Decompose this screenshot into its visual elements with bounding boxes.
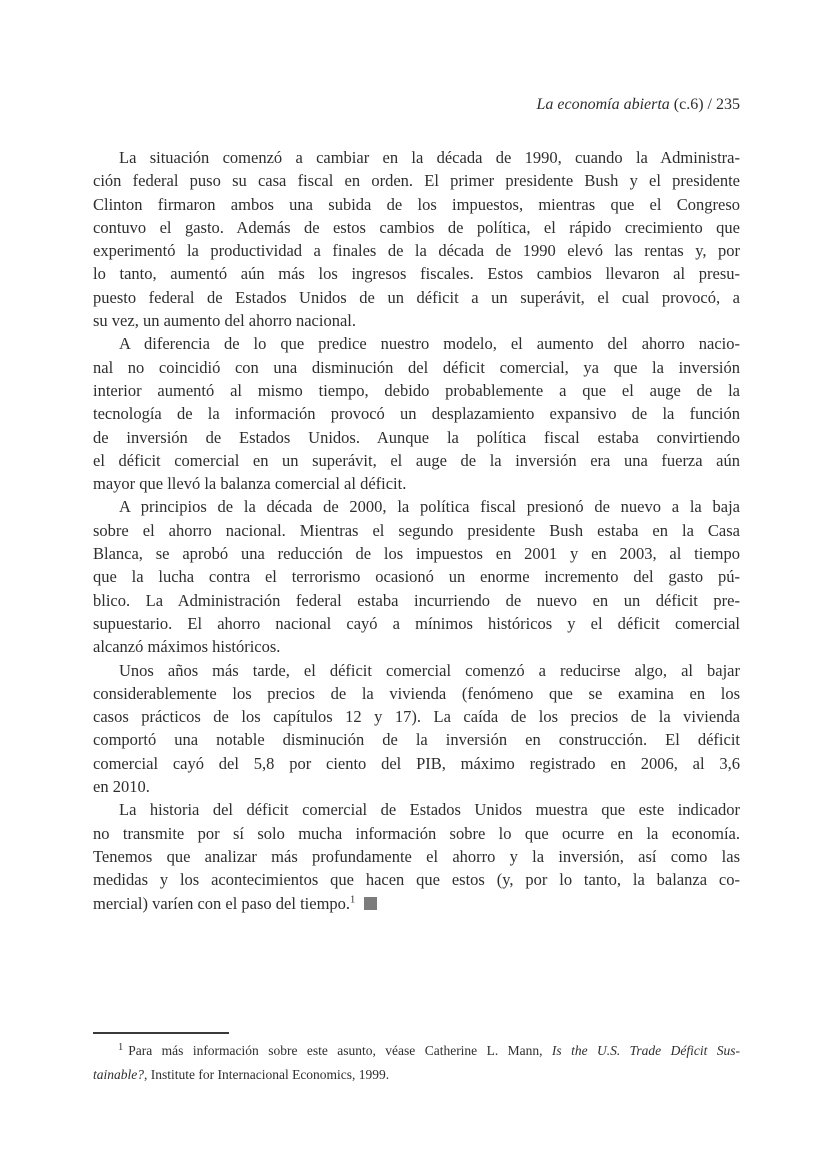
text-line: ción federal puso su casa fiscal en orden. El primer presidente Bush y el presidente: [93, 171, 740, 191]
text-line: A principios de la década de 2000, la política fiscal presionó de nuevo a la baja: [119, 497, 740, 517]
text-line: La historia del déficit comercial de Estados Unidos muestra que este indicador: [119, 800, 740, 820]
text-line-final: mercial) varíen con el paso del tiempo.: [93, 893, 351, 913]
text-line: no transmite por sí solo mucha información sobre lo que ocurre en la economía.: [93, 823, 740, 843]
text-line: de inversión de Estados Unidos. Aunque la política fiscal estaba convirtiendo: [93, 427, 740, 447]
text-line: A diferencia de lo que predice nuestro modelo, el aumento del ahorro nacio-: [119, 334, 740, 354]
footnote-line: [93, 1039, 740, 1063]
text-line: comercial cayó del 5,8 por ciento del PIB, máximo registrado en 2006, al 3,6: [93, 753, 740, 773]
footnote: [93, 1032, 740, 1086]
paragraph-3: [93, 495, 740, 658]
text-line: en 2010.: [93, 777, 150, 797]
paragraph-4: [93, 659, 740, 799]
paragraph-2: [93, 332, 740, 495]
running-header: [93, 95, 740, 115]
running-header-page: (c.6) / 235: [669, 96, 740, 113]
footnote-number: 1: [118, 1041, 124, 1053]
footnote-reference-1: 1: [350, 894, 356, 905]
footnote-text: , Institute for Internacional Economics, 1999.: [144, 1066, 390, 1082]
paragraph-5: [93, 798, 740, 914]
text-line: puesto federal de Estados Unidos de un déficit a un superávit, el cual provocó, a: [93, 287, 740, 307]
end-of-case-study-square: [364, 897, 377, 910]
text-line: supuestario. El ahorro nacional cayó a mínimos históricos y el déficit comercial: [93, 613, 740, 633]
text-line: Clinton firmaron ambos una subida de los impuestos, mientras que el Congreso: [93, 194, 740, 214]
text-line: Unos años más tarde, el déficit comercial comenzó a reducirse algo, al bajar: [119, 660, 740, 680]
text-line: experimentó la productividad a finales de la década de 1990 elevó las rentas y, por: [93, 241, 740, 261]
text-line: tecnología de la información provocó un desplazamiento expansivo de la función: [93, 404, 740, 424]
text-line: Blanca, se aprobó una reducción de los impuestos en 2001 y en 2003, al tiempo: [93, 544, 740, 564]
text-line: contuvo el gasto. Además de estos cambios de política, el rápido crecimiento que: [93, 217, 740, 237]
text-line: casos prácticos de los capítulos 12 y 17). La caída de los precios de la vivienda: [93, 707, 740, 727]
text-line: interior aumentó al mismo tiempo, debido probablemente a que el auge de la: [93, 380, 740, 400]
footnote-cited-title: Is the U.S. Trade Déficit Sus-: [551, 1043, 740, 1058]
text-line: nal no coincidió con una disminución del déficit comercial, ya que la inversión: [93, 357, 740, 377]
text-line: blico. La Administración federal estaba incurriendo de nuevo en un déficit pre-: [93, 590, 740, 610]
text-line: sobre el ahorro nacional. Mientras el segundo presidente Bush estaba en la Casa: [93, 520, 740, 540]
footnote-line: [93, 1063, 740, 1087]
running-header-title: La economía abierta: [536, 96, 670, 113]
footnote-cited-title: tainable?: [93, 1066, 144, 1082]
text-line: considerablemente los precios de la vivienda (fenómeno que se examina en los: [93, 683, 740, 703]
text-line: comportó una notable disminución de la inversión en construcción. El déficit: [93, 730, 740, 750]
text-line: el déficit comercial en un superávit, el auge de la inversión era una fuerza aún: [93, 450, 740, 470]
body-text: [93, 146, 740, 915]
footnote-text: Para más información sobre este asunto, véase Catherine L. Mann,: [128, 1043, 552, 1058]
text-line: Tenemos que analizar más profundamente el ahorro y la inversión, así como las: [93, 846, 740, 866]
text-line: La situación comenzó a cambiar en la década de 1990, cuando la Administra-: [119, 148, 740, 167]
text-line: alcanzó máximos históricos.: [93, 637, 281, 657]
paragraph-1: [93, 146, 740, 332]
footnote-divider: [93, 1032, 229, 1034]
text-line: que la lucha contra el terrorismo ocasionó un enorme incremento del gasto pú-: [93, 567, 740, 587]
text-line: mayor que llevó la balanza comercial al déficit.: [93, 474, 407, 494]
text-line: [93, 892, 740, 915]
text-line: su vez, un aumento del ahorro nacional.: [93, 311, 356, 331]
text-line: medidas y los acontecimientos que hacen que estos (y, por lo tanto, la balanza co-: [93, 870, 740, 890]
text-line: lo tanto, aumentó aún más los ingresos fiscales. Estos cambios llevaron al presu-: [93, 264, 740, 284]
